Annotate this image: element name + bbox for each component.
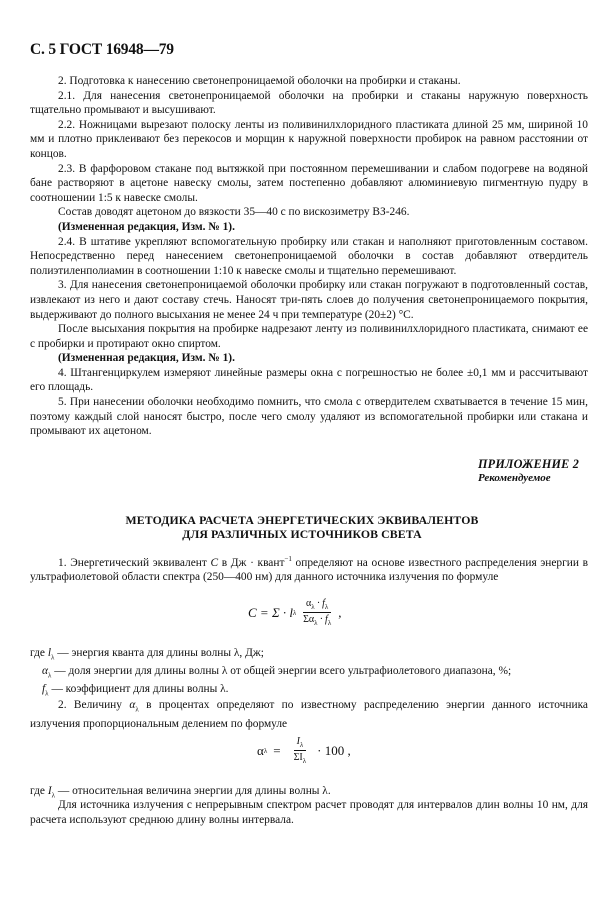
paragraph-continuous-spectrum: Для источника излучения с непрерывным спектром расчет проводят для интервалов длин волны 10 нм, для расчета используют среднюю длину волны интервала. xyxy=(30,799,588,826)
amendment-note: (Измененная редакция, Изм. № 1). xyxy=(58,352,235,365)
appendix-title xyxy=(0,514,604,541)
fraction: $\frac{\alpha_\lambda \cdot f_\lambda}{\Sigma\alpha_\lambda \cdot f_\lambda}$ xyxy=(303,598,332,627)
paragraph-2-2: 2.2. Ножницами вырезают полоску ленты из поливинилхлоридного пластиката длиной 25 мм, шириной 10 мм и плотно приклеивают без перекосов и морщин к наружной поверхности пробирок на равном расстоянии от концов. xyxy=(30,118,588,160)
paragraph-4: 4. Штангенциркулем измеряют линейные размеры окна с погрешностью не более ±0,1 мм и рассчитывают его площадь. xyxy=(30,366,588,394)
amendment-note: (Измененная редакция, Изм. № 1). xyxy=(58,220,235,233)
paragraph-after-drying: После высыхания покрытия на пробирке надрезают ленту из поливинилхлоридного пластиката, снимают ее с пробирки и протирают окно спиртом. xyxy=(30,323,588,350)
paragraph-1: 1. Энергетический эквивалент C в Дж · квант$^{-1}$ определяют на основе известного распределения энергии в ультрафиолетовой области спектра (250—400 нм) для данного источника излучения по формуле xyxy=(30,555,588,584)
definition-alpha-lambda: $\alpha_\lambda$ — доля энергии для длины волны λ от общей энергии всего ультрафиолетового диапазона, %; xyxy=(42,665,512,680)
paragraph-3: 3. Для нанесения светонепроницаемой оболочки пробирку или стакан погружают в подготовленный состав, извлекают из него и дают составу стечь. Наносят три-пять слоев до получения светонепроницаемого покрытия, выдерживают до полного высыхания не менее 24 ч при температуре (20±2) °С. xyxy=(30,279,588,321)
appendix-title-line2: ДЛЯ РАЗЛИЧНЫХ ИСТОЧНИКОВ СВЕТА xyxy=(182,526,422,541)
symbol-C: C xyxy=(210,556,219,569)
formula-alpha-lambda: α λ = $\frac{I_\lambda}{\Sigma I_\lambda}$ · 100 , xyxy=(257,736,351,765)
paragraph-2-3: 2.3. В фарфоровом стакане под вытяжкой при постоянном перемешивании и слабом подогреве на водяной бане растворяют в ацетоне навеску смолы, затем постепенно добавляют алюминиевую пигментную пудру в соотношении 1:5 к навеске смолы. xyxy=(30,162,588,204)
fraction: $\frac{I_\lambda}{\Sigma I_\lambda}$ xyxy=(293,736,307,765)
appendix-title-line1: МЕТОДИКА РАСЧЕТА ЭНЕРГЕТИЧЕСКИХ ЭКВИВАЛЕНТОВ xyxy=(125,513,479,527)
paragraph-viscosity: Состав доводят ацетоном до вязкости 35—40 с по вискозиметру ВЗ-246. xyxy=(58,206,410,219)
paragraph-2-1: 2.1. Для нанесения светонепроницаемой оболочки на пробирки и стаканы наружную поверхность тщательно промывают и высушивают. xyxy=(30,89,588,117)
appendix-status: Рекомендуемое xyxy=(478,472,551,484)
paragraph-5: 5. При нанесении оболочки необходимо помнить, что смола с отвердителем схватывается в течение 15 мин, поэтому каждый слой наносят быстро, после чего смолу удаляют из вспомогательной пробирки или стакана и промывают их ацетоном. xyxy=(30,396,588,438)
procedure-section xyxy=(30,74,588,439)
paragraph-2: 2. Подготовка к нанесению светонепроницаемой оболочки на пробирки и стаканы. xyxy=(58,75,461,87)
paragraph-2-appendix: 2. Величину $\alpha_\lambda$ в процентах определяют по известному распределению энергии данного источника излучения пропорциональным делением по формуле xyxy=(30,699,588,730)
definition-I-lambda: где $I_\lambda$ — относительная величина энергии для длины волны λ. xyxy=(30,785,331,800)
paragraph-2-4: 2.4. В штативе укрепляют вспомогательную пробирку или стакан и наполняют приготовленным составом. Непосредственно перед нанесением светонепроницаемой оболочки в состав добавляют отвердитель полиэтиленполиамин в соотношении 1:10 к навеске смолы и тщательно перемешивают. xyxy=(30,235,588,277)
page-header: С. 5 ГОСТ 16948—79 xyxy=(30,41,174,58)
formula-energy-equivalent: C = Σ · l λ $\frac{\alpha_\lambda \cdot f_\lambda}{\Sigma\alpha_\lambda \cdot f_\lambda}$ , xyxy=(248,598,342,627)
appendix-label-block xyxy=(478,457,579,485)
definition-l-lambda: где $l_\lambda$ — энергия кванта для длины волны λ, Дж; xyxy=(30,647,264,662)
appendix-label: ПРИЛОЖЕНИЕ 2 xyxy=(478,457,580,471)
definition-f-lambda: $f_\lambda$ — коэффициент для длины волны λ. xyxy=(42,683,229,698)
